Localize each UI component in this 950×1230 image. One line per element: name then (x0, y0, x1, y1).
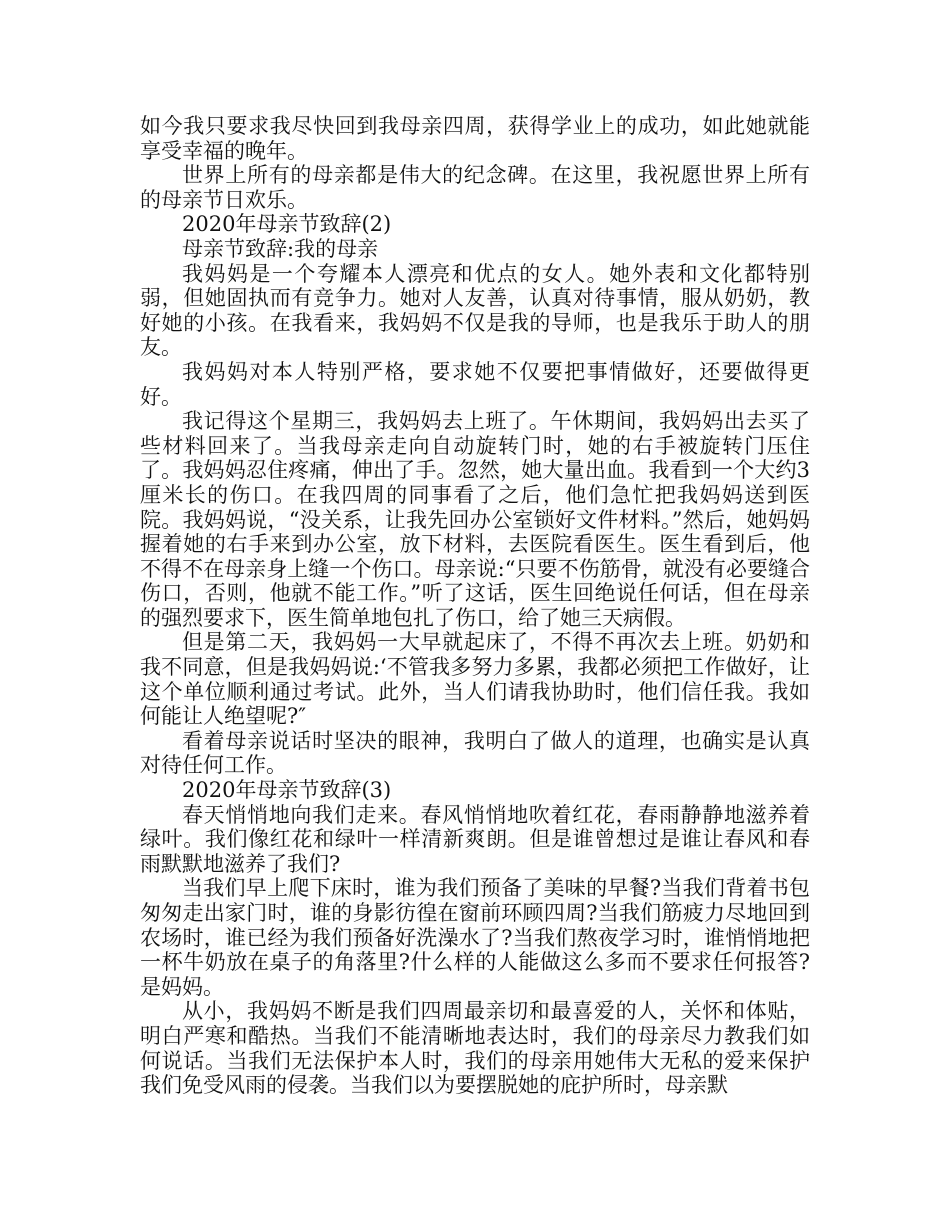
paragraph-wednesday-story: 我记得这个星期三，我妈妈去上班了。午休期间，我妈妈出去买了些材料回来了。当我母亲走向自动旋转门时，她的右手被旋转门压住了。我妈妈忍住疼痛，伸出了手。忽然，她大量出血。我看到一个大约3厘米长的伤口。在我四周的同事看了之后，他们急忙把我妈妈送到医院。我妈妈说，“没关系，让我先回办公室锁好文件材料。”然后，她妈妈握着她的右手来到办公室，放下材料，去医院看医生。医生看到后，他不得不在母亲身上缝一个伤口。母亲说:“只要不伤筋骨，就没有必要缝合伤口，否则，他就不能工作。”听了这话，医生回绝说任何话，但在母亲的强烈要求下，医生简单地包扎了伤口，给了她三天病假。 (140, 409, 810, 630)
paragraph-spring: 春天悄悄地向我们走来。春风悄悄地吹着红花，春雨静静地滋养着绿叶。我们像红花和绿叶一样清新爽朗。但是谁曾想过是谁让春风和春雨默默地滋养了我们? (140, 802, 810, 876)
document-page (140, 114, 810, 1098)
paragraph-questions: 当我们早上爬下床时，谁为我们预备了美味的早餐?当我们背着书包匆匆走出家门时，谁的身影彷徨在窗前环顾四周?当我们筋疲力尽地回到农场时，谁已经为我们预备好洗澡水了?当我们熬夜学习时，谁悄悄地把一杯牛奶放在桌子的角落里?什么样的人能做这么多而不要求任何报答?是妈妈。 (140, 876, 810, 999)
paragraph-lesson: 看着母亲说话时坚决的眼神，我明白了做人的道理，也确实是认真对待任何工作。 (140, 728, 810, 778)
section-heading-2: 2020年母亲节致辞(2) (182, 212, 392, 237)
paragraph-next-day: 但是第二天，我妈妈一大早就起床了，不得不再次去上班。奶奶和我不同意，但是我妈妈说:‘不管我多努力多累，我都必须把工作做好，让这个单位顺利通过考试。此外，当人们请我协助时，他们信任我。我如何能让人绝望呢?″ (140, 630, 810, 729)
section-subtitle-my-mother: 母亲节致辞:我的母亲 (182, 236, 379, 261)
paragraph-childhood: 从小，我妈妈不断是我们四周最亲切和最喜爱的人，关怀和体贴，明白严寒和酷热。当我们不能清晰地表达时，我们的母亲尽力教我们如何说话。当我们无法保护本人时，我们的母亲用她伟大无私的爱来保护我们免受风雨的侵袭。当我们以为要摆脱她的庇护所时，母亲默 (140, 999, 810, 1098)
section-heading-3: 2020年母亲节致辞(3) (182, 778, 392, 803)
paragraph-mother-strict: 我妈妈对本人特别严格，要求她不仅要把事情做好，还要做得更好。 (140, 359, 810, 409)
paragraph-mother-description: 我妈妈是一个夸耀本人漂亮和优点的女人。她外表和文化都特别弱，但她固执而有竞争力。她对人友善，认真对待事情，服从奶奶，教好她的小孩。在我看来，我妈妈不仅是我的导师，也是我乐于助人的朋友。 (140, 261, 810, 360)
paragraph-intro-end: 如今我只要求我尽快回到我母亲四周，获得学业上的成功，如此她就能享受幸福的晚年。 (140, 114, 810, 163)
paragraph-blessing: 世界上所有的母亲都是伟大的纪念碑。在这里，我祝愿世界上所有的母亲节日欢乐。 (140, 163, 810, 212)
